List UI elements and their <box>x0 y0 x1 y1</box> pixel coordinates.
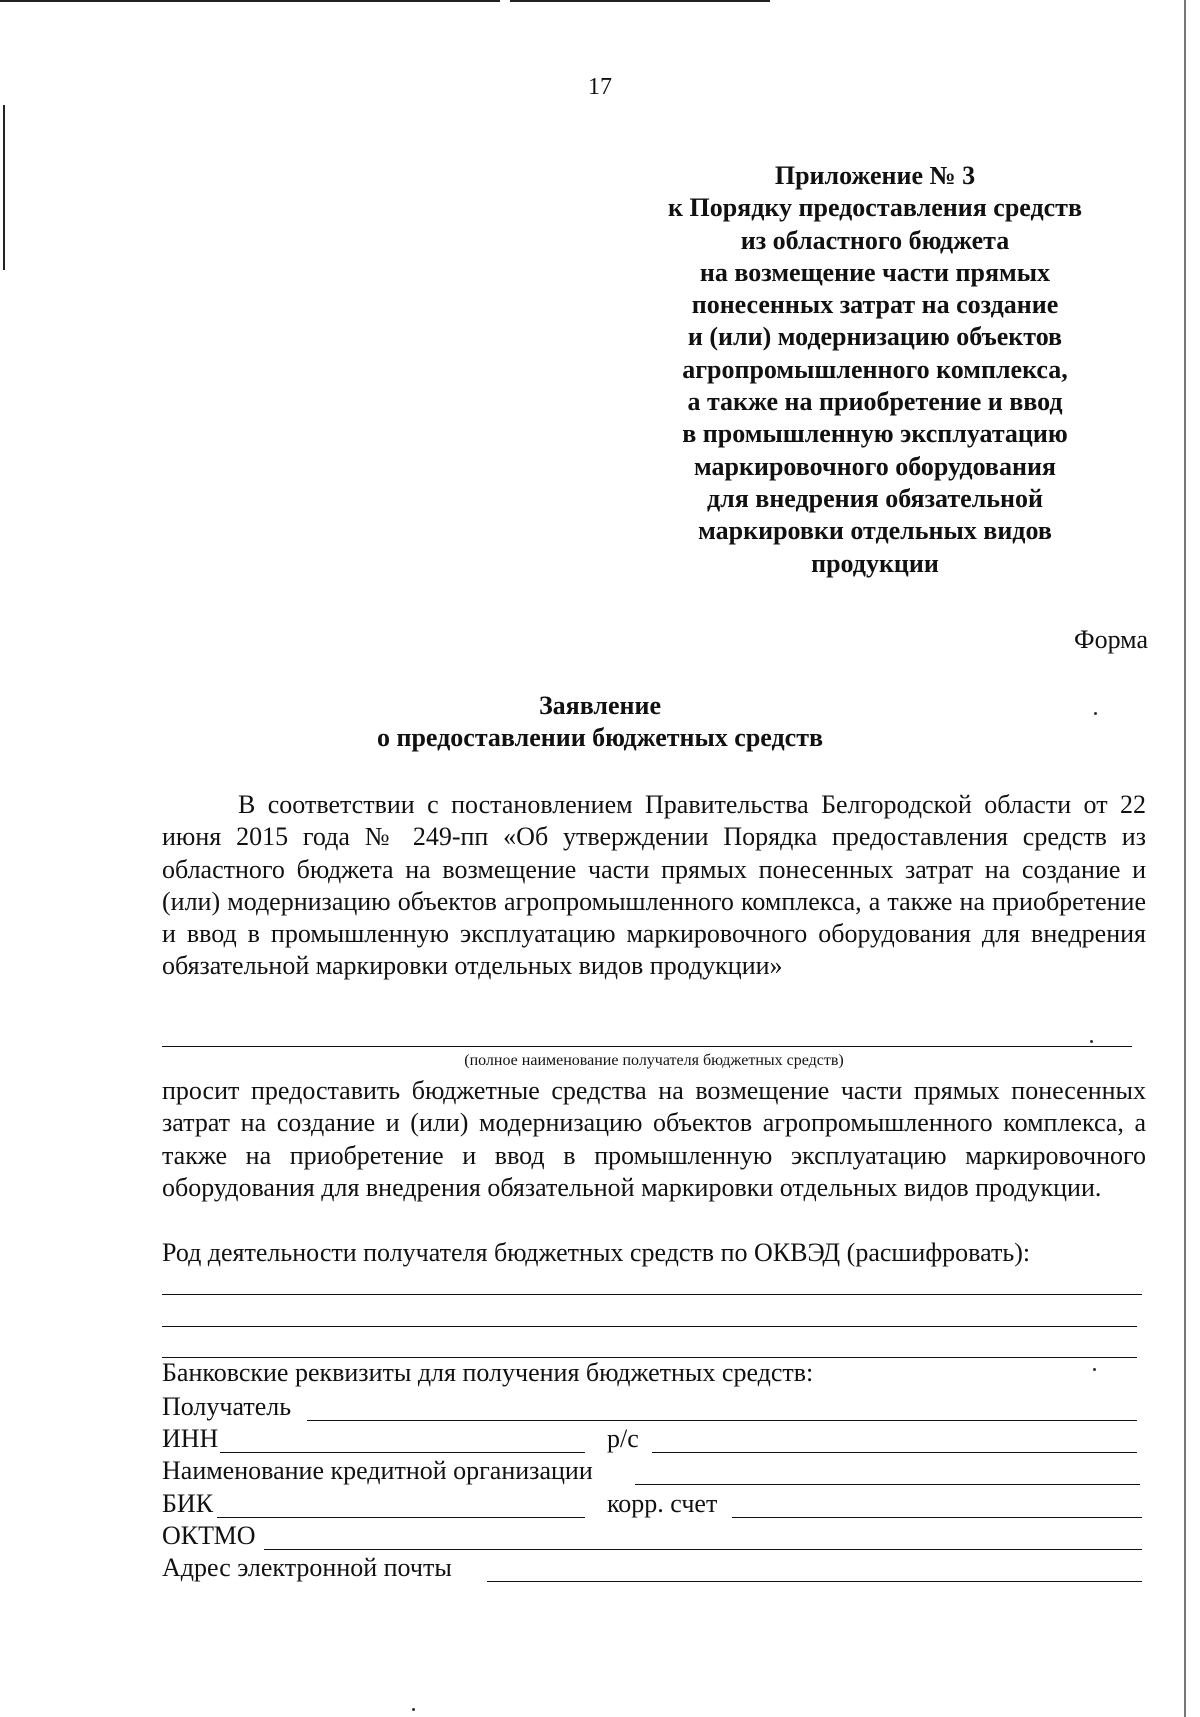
credit-org-label: Наименование кредитной организации <box>162 1456 593 1485</box>
recipient-input-line[interactable] <box>307 1420 1137 1421</box>
page-number: 17 <box>588 74 612 100</box>
account-input-line[interactable] <box>652 1452 1137 1453</box>
appendix-line: к Порядку предоставления средств <box>668 193 1082 223</box>
email-label: Адрес электронной почты <box>162 1553 452 1582</box>
appendix-line: в промышленную эксплуатацию <box>682 419 1068 449</box>
oktmo-label: ОКТМО <box>162 1521 256 1550</box>
okved-fill-line-2[interactable] <box>162 1326 1137 1327</box>
corr-account-label: корр. счет <box>607 1489 718 1518</box>
appendix-line: агропромышленного комплекса, <box>682 354 1068 384</box>
recipient-name-line[interactable] <box>162 1046 1132 1047</box>
scan-edge-left <box>3 105 5 270</box>
okved-label: Род деятельности получателя бюджетных средств по ОКВЭД (расшифровать): <box>162 1238 1031 1267</box>
appendix-header <box>600 160 1150 580</box>
appendix-line: для внедрения обязательной <box>706 483 1043 513</box>
email-input-line[interactable] <box>487 1581 1142 1582</box>
appendix-line: а также на приобретение и ввод <box>687 387 1063 417</box>
bik-input-line[interactable] <box>217 1517 585 1518</box>
appendix-line: маркировки отдельных видов <box>698 516 1052 546</box>
title-line-1: Заявление <box>538 691 662 720</box>
appendix-line: маркировочного оборудования <box>694 451 1056 481</box>
inn-label: ИНН <box>162 1424 219 1453</box>
scan-edge-top-2 <box>510 0 770 2</box>
account-label: р/с <box>607 1424 639 1453</box>
okved-fill-line-1[interactable] <box>162 1294 1142 1295</box>
request-paragraph: просит предоставить бюджетные средства на возмещение части прямых понесенных затрат на создание и (или) модернизацию объектов агропромышленного комплекса, а также на приобретение и ввод в промышленную эксплуатацию маркировочного оборудования для внедрения обязательной маркировки отдельных видов продукции. <box>162 1076 1146 1202</box>
recipient-label: Получатель <box>162 1392 292 1421</box>
appendix-line: Приложение № 3 <box>774 161 976 190</box>
scan-speck <box>1090 1040 1093 1043</box>
appendix-line: понесенных затрат на создание <box>691 290 1059 320</box>
recipient-field <box>162 1392 1146 1426</box>
scan-speck <box>412 1708 415 1711</box>
scan-edge-top <box>0 0 500 2</box>
credit-org-field <box>162 1456 1146 1490</box>
scan-speck <box>1093 1368 1096 1371</box>
email-field <box>162 1553 1146 1587</box>
oktmo-input-line[interactable] <box>264 1549 1142 1550</box>
bik-corr-field <box>162 1489 1146 1523</box>
form-label: Форма <box>1074 625 1148 654</box>
inn-input-line[interactable] <box>220 1452 585 1453</box>
appendix-line: продукции <box>811 548 939 578</box>
scan-speck <box>1094 712 1097 715</box>
scan-edge-right <box>1184 0 1186 1717</box>
oktmo-field <box>162 1521 1146 1555</box>
appendix-line: из областного бюджета <box>740 225 1010 255</box>
document-title <box>0 690 1200 754</box>
credit-org-input-line[interactable] <box>635 1484 1140 1485</box>
recipient-caption: (полное наименование получателя бюджетных средств) <box>464 1052 844 1069</box>
appendix-line: и (или) модернизацию объектов <box>687 322 1063 352</box>
title-line-2: о предоставлении бюджетных средств <box>376 723 824 752</box>
appendix-line: на возмещение части прямых <box>699 257 1051 287</box>
inn-account-field <box>162 1424 1146 1458</box>
intro-paragraph: В соответствии с постановлением Правительства Белгородской области от 22 июня 2015 года № 249-пп «Об утверждении Порядка предоставления средств из областного бюджета на возмещение части прямых понесенных затрат на создание и (или) модернизацию объектов агропромышленного комплекса, а также на приобретение и ввод в промышленную эксплуатацию маркировочного оборудования для внедрения обязательной маркировки отдельных видов продукции» <box>162 790 1146 981</box>
bik-label: БИК <box>162 1489 214 1518</box>
corr-account-input-line[interactable] <box>732 1517 1142 1518</box>
bank-details-title: Банковские реквизиты для получения бюджетных средств: <box>162 1358 814 1387</box>
